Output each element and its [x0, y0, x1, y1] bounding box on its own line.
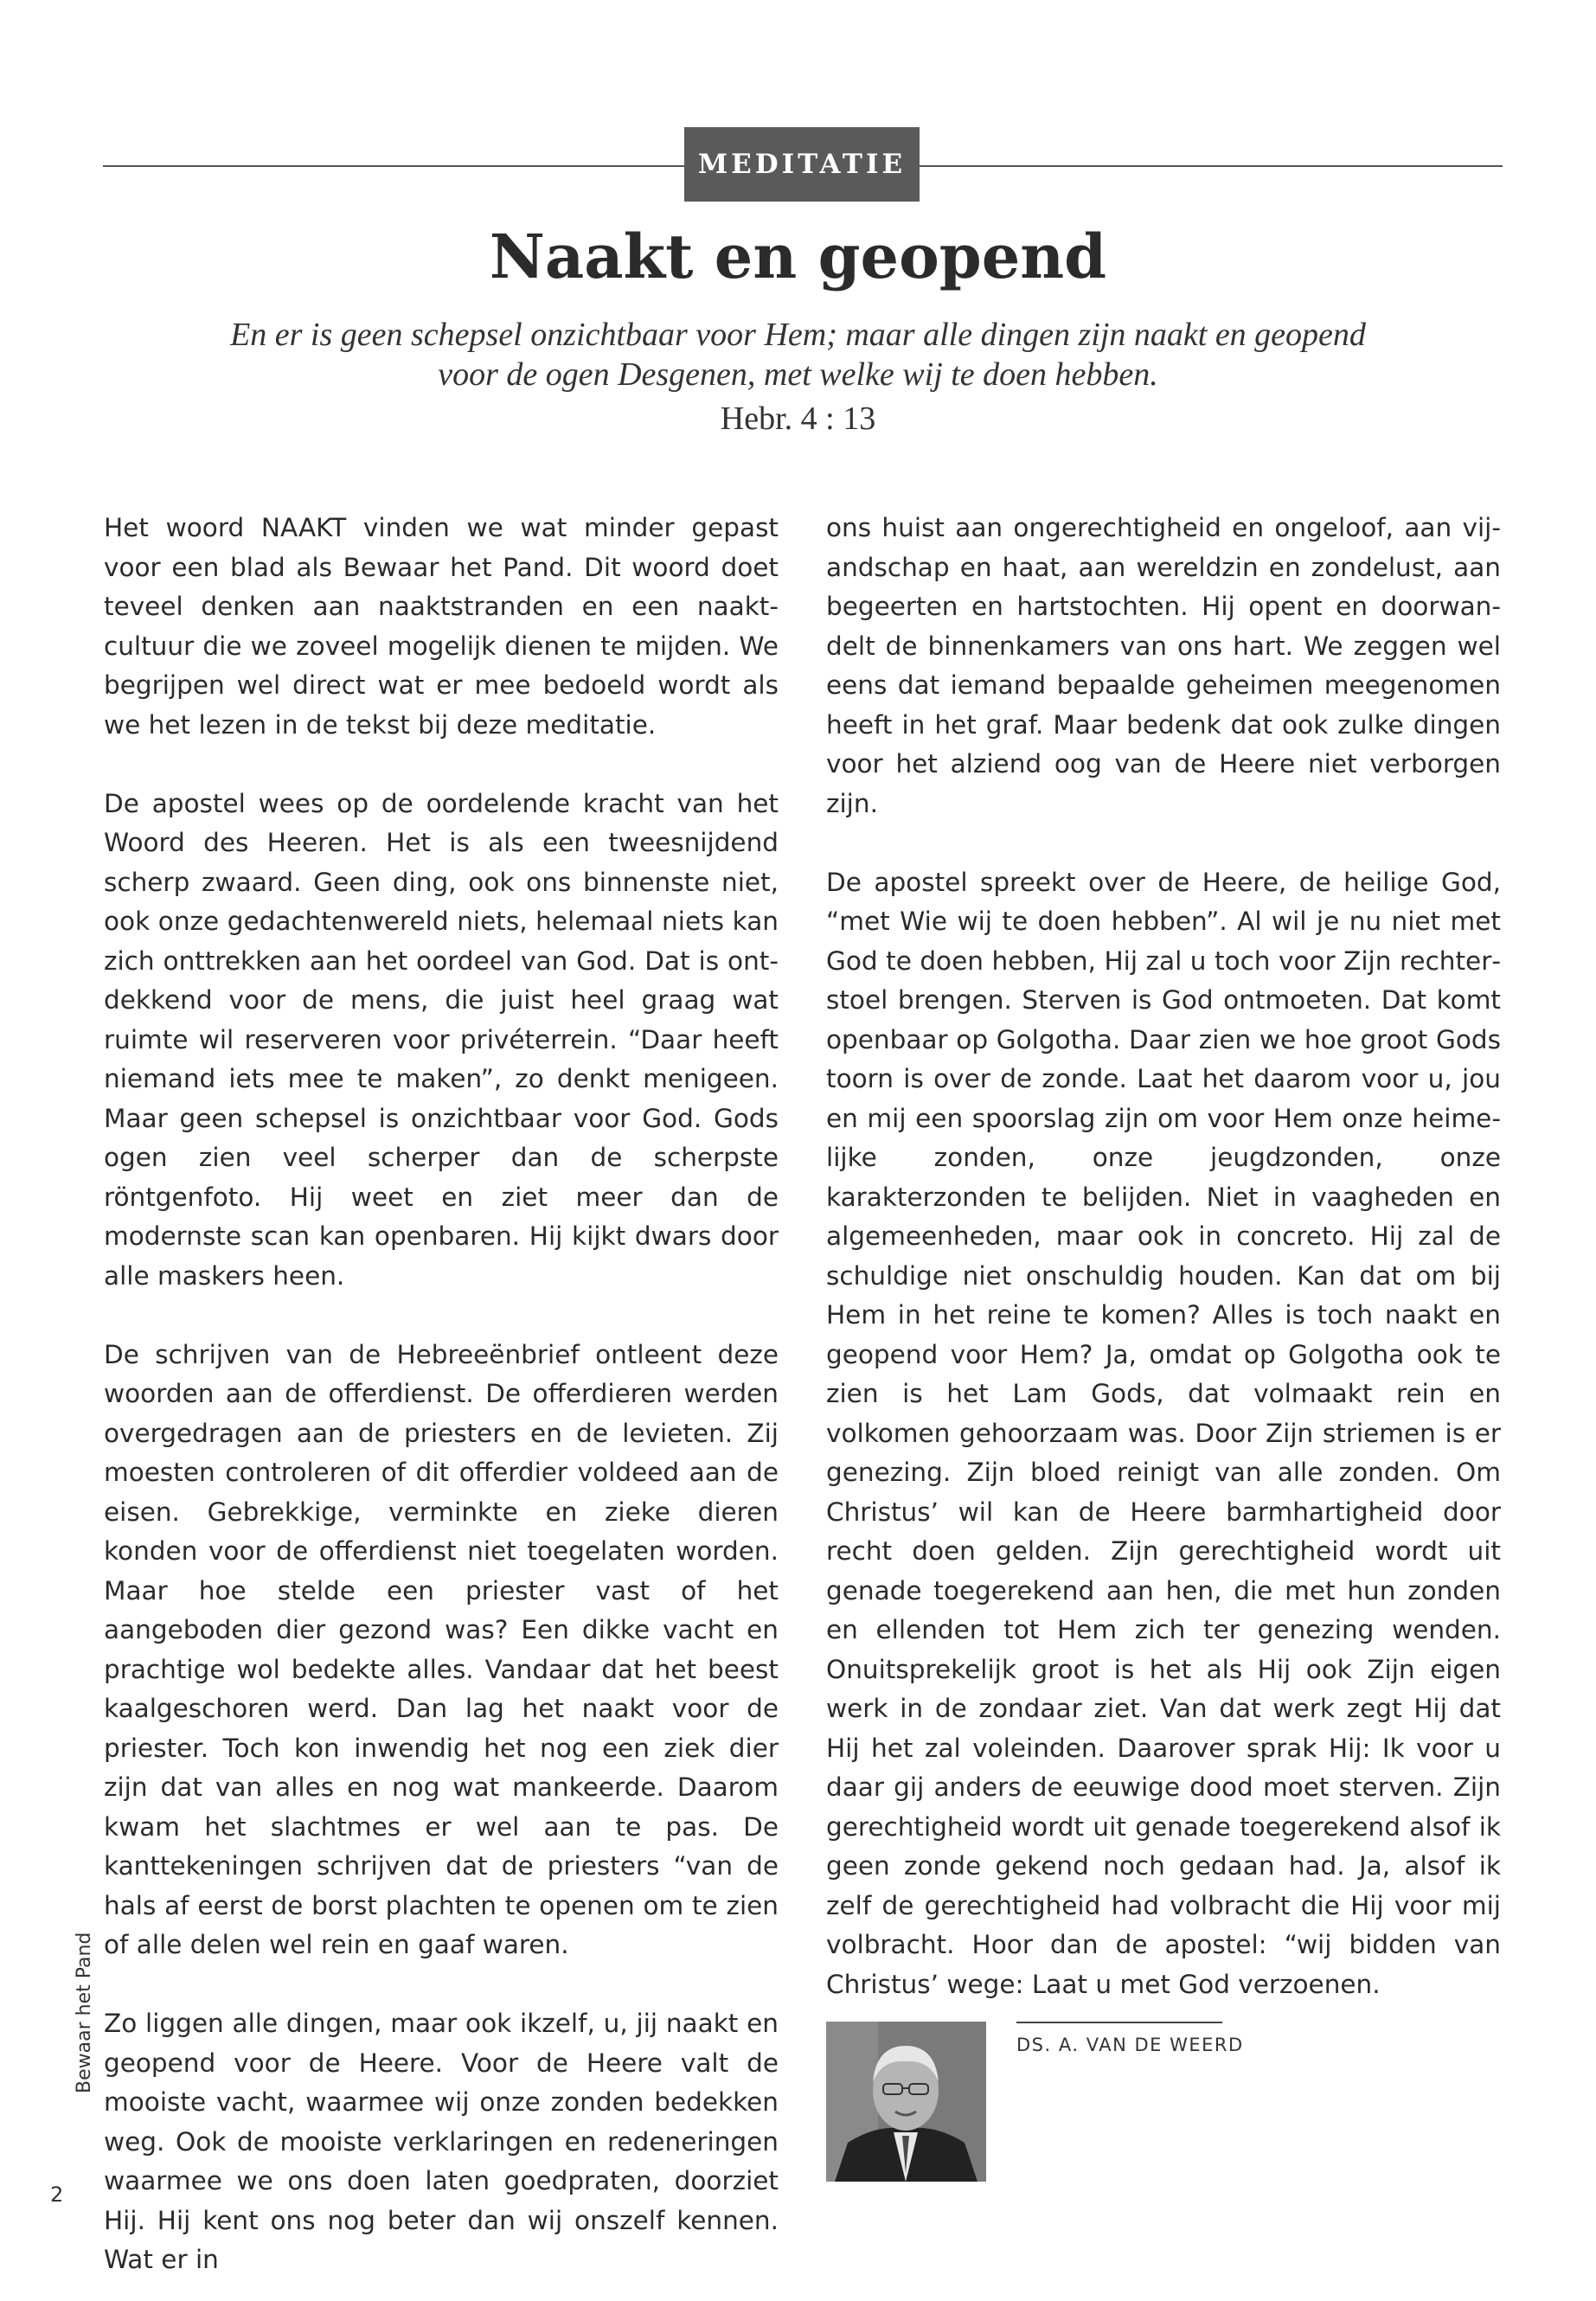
epigraph [173, 315, 1423, 394]
paragraph: Zo liggen alle dingen, maar ook ikzelf, u, jij naakt en geopend voor de Heere. Voor de Heere valt de mooiste vacht, waarmee wij onze zonden bedekken weg. Ook de mooiste verklaringen en redeneringen waarmee we ons doen laten goedpraten, doorziet Hij. Hij kent ons nog beter dan wij onszelf kennen. Wat er in [104, 2009, 779, 2274]
header-rule-left [103, 165, 684, 167]
article-column-right [826, 509, 1501, 2044]
paragraph: De schrijven van de Hebreeënbrief ontleent deze woorden aan de offerdienst. De offerdieren werden overgedragen aan de priesters en de levieten. Zij moesten controleren of dit offerdier voldeed aan de eisen. Gebrekkige, verminkte en zieke dieren konden voor de offerdienst niet toegelaten worden. Maar hoe stelde een priester vast of het aangeboden dier gezond was? Een dikke vacht en prachtige wol bedekte alles. Vandaar dat het beest kaalgeschoren werd. Dan lag het naakt voor de priester. Toch kon inwendig het nog een ziek dier zijn dat van alles en nog wat mankeerde. Daarom kwam het slachtmes er wel aan te pas. De kanttekeningen schrijven dat de priesters “van de hals af eerst de borst plachten te openen om te zien of alle delen wel rein en gaaf waren. [104, 1339, 779, 1959]
page-title: Naakt en geopend [489, 221, 1107, 292]
author-name: DS. A. VAN DE WEERD [1016, 2035, 1244, 2055]
paragraph: Het woord NAAKT vinden we wat minder gepast voor een blad als Bewaar het Pand. Dit woord doet teveel denken aan naaktstranden en een naakt-cultuur die we zoveel mogelijk dienen te mijden. We begrijpen wel direct wat er mee bedoeld wordt als we het lezen in de tekst bij deze meditatie. [104, 513, 779, 740]
header-rule-right [920, 165, 1503, 167]
portrait-image [826, 2022, 986, 2182]
magazine-name: Bewaar het Pand [74, 1932, 95, 2093]
article-column-left [104, 509, 779, 2280]
paragraph: De apostel wees op de oordelende kracht van het Woord des Heeren. Het is als een tweesnijdend scherp zwaard. Geen ding, ook ons binnenste niet, ook onze gedachtenwereld niets, helemaal niets kan zich onttrekken aan het oordeel van God. Dat is ontdekkend voor de mens, die juist heel graag wat ruimte wil reserveren voor privéterrein. “Daar heeft niemand iets mee te maken”, zo denkt menigeen. Maar geen schepsel is onzichtbaar voor God. Gods ogen zien veel scherper dan de scherpste röntgenfoto. Hij weet en ziet meer dan de modernste scan kan openbaren. Hij kijkt dwars door alle maskers heen. [104, 788, 779, 1291]
paragraph: ons huist aan ongerechtigheid en ongeloof, aan vijandschap en haat, aan wereldzin en zondelust, aan begeerten en hartstochten. Hij opent en doorwandelt de binnenkamers van ons hart. We zeggen wel eens dat iemand bepaalde geheimen meegenomen heeft in het graf. Maar bedenk dat ook zulke dingen voor het alziend oog van de Heere niet verborgen zijn. [826, 513, 1501, 818]
paragraph: De apostel spreekt over de Heere, de heilige God, “met Wie wij te doen hebben”. Al wil je nu niet met God te doen hebben, Hij zal u toch voor Zijn rechterstoel brengen. Sterven is God ontmoeten. Dat komt openbaar op Golgotha. Daar zien we hoe groot Gods toorn is over de zonde. Laat het daarom voor u, jou en mij een spoorslag zijn om voor Hem onze heimelijke zonden, onze jeugdzonden, onze karakterzonden te belijden. Niet in vaagheden en algemeenheden, maar ook in concreto. Hij zal de schuldige niet onschuldig houden. Kan dat om bij Hem in het reine te komen? Alles is toch naakt en geopend voor Hem? Ja, omdat op Golgotha ook te zien is het Lam Gods, dat volmaakt rein en volkomen gehoorzaam was. Door Zijn striemen is er genezing. Zijn bloed reinigt van alle zonden. Om Christus’ wil kan de Heere barmhartigheid door recht doen gelden. Zijn gerechtigheid wordt uit genade toegerekend aan hen, die met hun zonden en ellenden tot Hem zich ter genezing wenden. Onuitsprekelijk groot is het als Hij ook Zijn eigen werk in de zondaar ziet. Van dat werk zegt Hij dat Hij het zal voleinden. Daarover sprak Hij: Ik voor u daar gij anders de eeuwige dood moet sterven. Zijn gerechtigheid wordt uit genade toegerekend alsof ik geen zonde gekend noch gedaan had. Ja, alsof ik zelf de gerechtigheid had volbracht die Hij voor mij volbracht. Hoor dan de apostel: “wij bidden van Christus’ wege: Laat u met God verzoenen. [826, 867, 1501, 1999]
author-photo [826, 2022, 986, 2182]
page-number: 2 [50, 2182, 64, 2207]
author-rule [1016, 2022, 1222, 2023]
section-label: MEDITATIE [684, 127, 920, 202]
epigraph-line-2: voor de ogen Desgenen, met welke wij te doen hebben. [438, 356, 1158, 393]
epigraph-line-1: En er is geen schepsel onzichtbaar voor Hem; maar alle dingen zijn naakt en geopend [230, 317, 1366, 353]
scripture-reference: Hebr. 4 : 13 [720, 401, 876, 437]
